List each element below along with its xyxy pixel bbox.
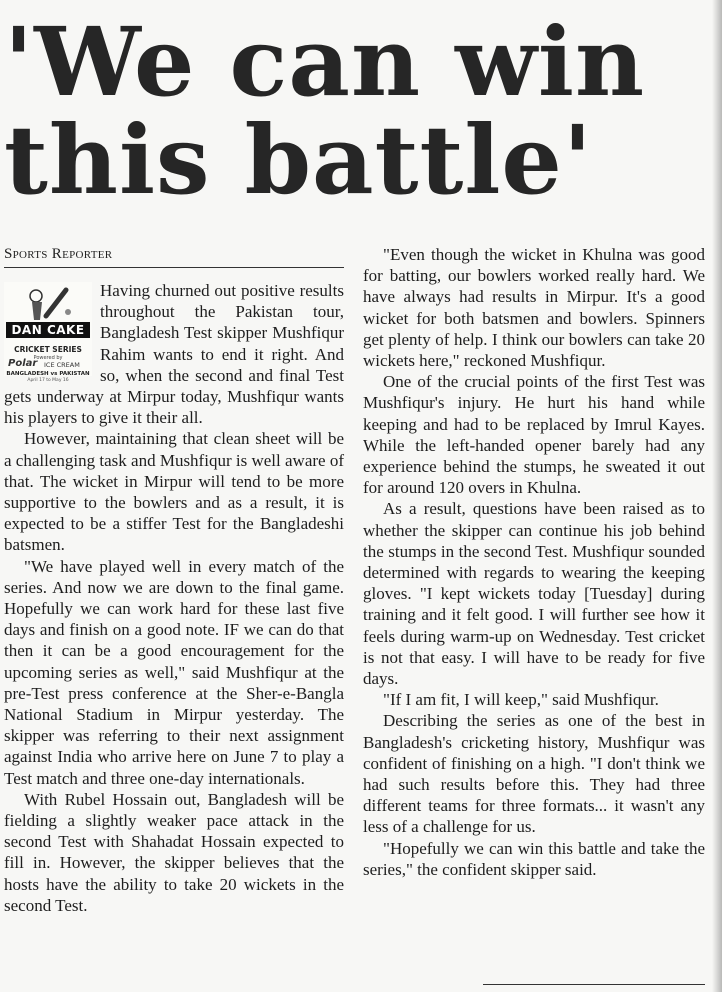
paragraph: However, maintaining that clean sheet will be a challenging task and Mushfiqur is well aware of that. The wicket in Mirpur will tend to be more supportive to the bowlers and as a result, it is expected to be a stiffer Test for the Bangladeshi batsmen. <box>4 429 344 555</box>
logo-sponsor: Polar <box>8 358 38 369</box>
paragraph: One of the crucial points of the first Test was Mushfiqur's injury. He hurt his hand while keeping and had to be replaced by Imrul Kayes. While the left-handed opener barely had any experience behind the stumps, he sweated it out for around 120 overs in Khulna. <box>363 372 705 498</box>
cricket-bat-icon <box>22 286 74 322</box>
article-end-rule <box>483 984 705 985</box>
page-edge-shadow <box>712 0 722 992</box>
paragraph: Having churned out positive results throughout the Pakistan tour, Bangladesh Test skipper Mushfiqur Rahim wants to end it right. And so, when the second and final Test gets underway at Mirpur today, Mushfiqur wants his players to give it their all. <box>4 281 344 428</box>
logo-dates: April 17 to May 16 <box>27 378 69 383</box>
paragraph: "Even though the wicket in Khulna was good for batting, our bowlers worked really hard. We have always had results in Mirpur. It's a good wicket for both batsmen and bowlers. Spinners get plenty of help. I think our bowlers can take 20 wickets here," reckoned Mushfiqur. <box>363 245 705 371</box>
logo-powered: Powered by <box>33 355 63 361</box>
headline: 'We can win this battle' <box>4 7 646 216</box>
paragraph: As a result, questions have been raised as to whether the skipper can continue his job behind the stumps in the second Test. Mushfiqur sounded determined with regards to wearing the keeping gloves. "I kept wickets today [Tuesday] during training and it felt good. I will further see how it feels during warm-up on Wednesday. Test cricket is not that easy. I will have to be ready for five days. <box>363 499 705 689</box>
paragraph: "We have played well in every match of the series. And now we are down to the final game. Hopefully we can work hard for these last five days and finish on a good note. IF we can do that then it can be a good encouragement for the upcoming series as well," said Mushfiqur at the pre-Test press conference at the Sher-e-Bangla National Stadium in Mirpur yesterday. The skipper was referring to their next assignment against India who arrive here on June 7 to play a Test match and three one-day internationals. <box>4 556 344 788</box>
byline: Sports Reporter <box>4 246 344 268</box>
paragraph: With Rubel Hossain out, Bangladesh will be fielding a slightly weaker pace attack in the second Test with Shahadat Hossain expected to fill in. However, the skipper believes that the hosts have the ability to take 20 wickets in the second Test. <box>4 789 344 915</box>
left-column <box>4 280 344 916</box>
paragraph: "Hopefully we can win this battle and take the series," the confident skipper said. <box>363 838 705 879</box>
series-logo <box>4 282 92 383</box>
logo-series: CRICKET SERIES <box>14 345 82 354</box>
paragraph: "If I am fit, I will keep," said Mushfiqur. <box>383 690 659 710</box>
right-column <box>363 244 705 880</box>
logo-sponsor-product: ICE CREAM <box>44 361 80 369</box>
paragraph: Describing the series as one of the best in Bangladesh's cricketing history, Mushfiqur was confident of finishing on a high. "I don't think we had such results before this. They had three different teams for three formats... it wasn't any less of a challenge for us. <box>363 711 705 837</box>
logo-matchup: BANGLADESH vs PAKISTAN <box>6 371 90 377</box>
logo-brand: DAN CAKE <box>6 322 90 338</box>
